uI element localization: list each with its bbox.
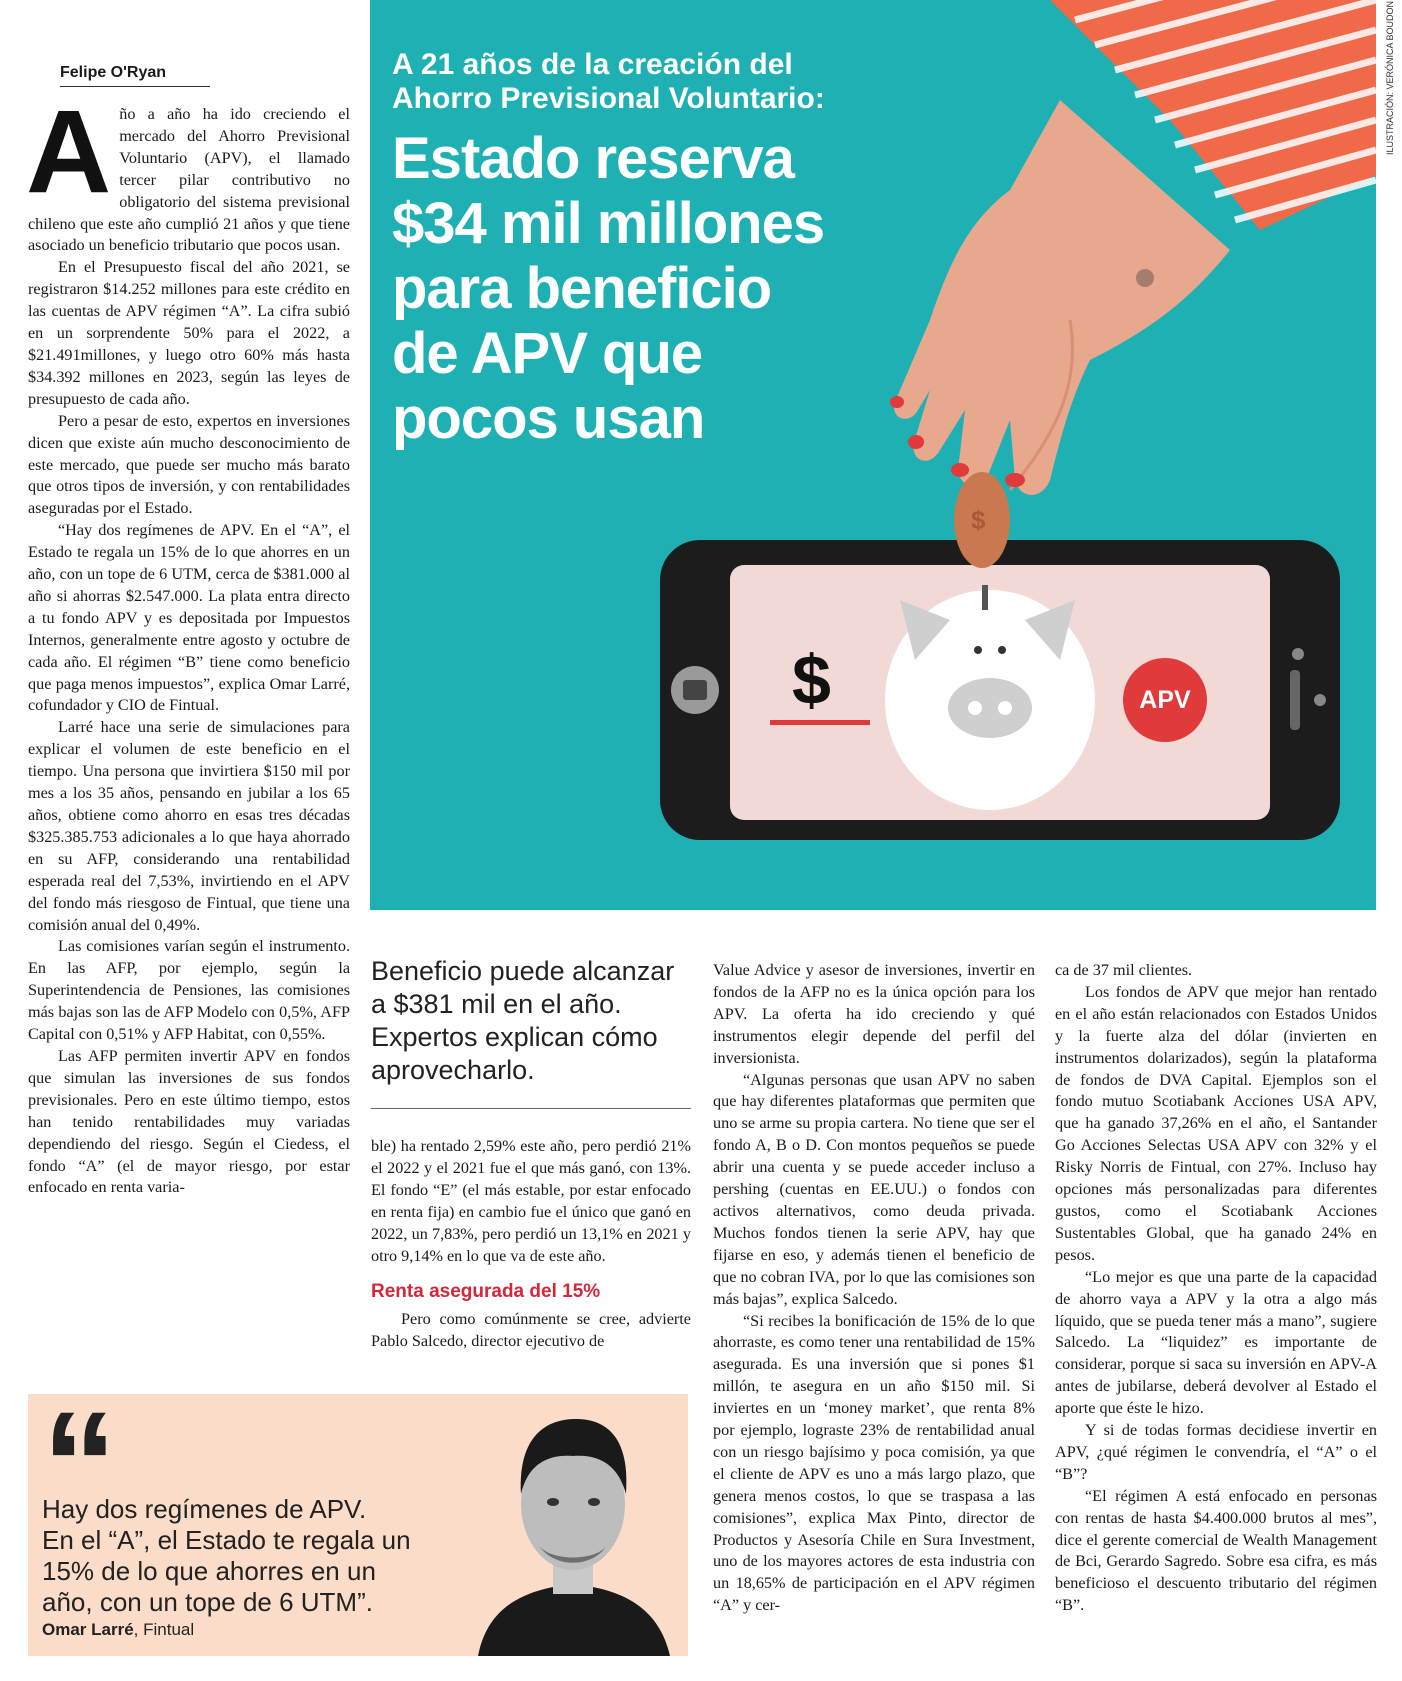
article-column-2 — [371, 1136, 691, 1353]
pull-quote — [28, 1394, 688, 1656]
hero-illustration — [370, 0, 1376, 910]
paragraph: Las comisiones varían según el instrumento. En las AFP, por ejemplo, según la Superintendencia de Pensiones, las comisiones más bajas son las de AFP Modelo con 0,5%, AFP Capital con 0,51% y AFP Habitat, con 0,55%. — [28, 937, 350, 1044]
quote-author-name: Omar Larré — [42, 1620, 134, 1639]
quote-author-org: , Fintual — [133, 1620, 195, 1639]
subhead-line: a $381 mil en el año. — [371, 989, 622, 1019]
headline — [392, 126, 912, 451]
article-column-4 — [1055, 960, 1377, 1617]
subhead-line: Expertos explican cómo — [371, 1022, 658, 1052]
paragraph: “Algunas personas que usan APV no saben que hay diferentes plataformas que permiten que uno se arme su propia cartera. No tiene que ser el fondo A, B o D. Con montos pequeños se puede abrir una cuenta y se puede acceder incluso a pershing (cuentas en EE.UU.) o fondos con activos alternativos, como deuda privada. Muchos fondos tienen la serie APV, hay que fijarse en eso, y además tienen el beneficio de que no cobran IVA, por lo que las comisiones son más bajas”, explica Salcedo. — [713, 1070, 1035, 1308]
quote-attribution — [42, 1620, 194, 1640]
quote-line: 15% de lo que ahorres en un — [42, 1556, 376, 1586]
coin-dollar-icon: $ — [971, 505, 986, 535]
subhead — [371, 955, 691, 1087]
subhead-line: Beneficio puede alcanzar — [371, 956, 675, 986]
byline: Felipe O'Ryan — [60, 64, 210, 87]
quote-line: Hay dos regímenes de APV. — [42, 1494, 367, 1524]
paragraph: “Lo mejor es que una parte de la capacidad de ahorro vaya a APV y la otra a algo más líquido, que se pueda tener más a mano”, sugiere Salcedo. La “liquidez” es importante de considerar, porque si saca su inversión en APV-A antes de jubilarse, deberá devolver al Estado el aporte que éste le hizo. — [1055, 1267, 1377, 1418]
paragraph: ño a año ha ido creciendo el mercado del Ahorro Previsional Voluntario (APV), el llamado tercer pilar contributivo no obligatorio del sistema previsional chileno que este año cumplió 21 años y que tiene asociado un beneficio tributario que pocos usan. — [28, 105, 350, 255]
paragraph: Pero a pesar de esto, expertos en inversiones dicen que existe aún mucho desconocimiento de este mercado, que puede ser mucho más barato que otros tipos de inversión, y con rentabilidades aseguradas por el Estado. — [28, 411, 350, 518]
paragraph: ble) ha rentado 2,59% este año, pero perdió 21% el 2022 y el 2021 fue el que más ganó, con 13%. El fondo “E” (el más estable, por estar enfocado en renta fija) en cambio fue el único que ganó en 2022, un 7,83%, pero perdió un 13,1% en 2021 y otro 9,14% en lo que va de este año. — [371, 1137, 691, 1265]
headline-line: pocos usan — [392, 386, 705, 451]
article-column-1 — [26, 86, 350, 1199]
paragraph: Las AFP permiten invertir APV en fondos que simulan las inversiones de sus fondos previsionales. Pero en este último tiempo, estos han tenido rentabilidades muy variadas dependiendo del riesgo. Según el Ciedess, el fondo “A” (el de mayor riesgo, por estar enfocado en renta varia- — [28, 1046, 350, 1197]
paragraph: “El régimen A está enfocado en personas con rentas de hasta $4.400.000 brutos al mes”, dice el gerente comercial de Wealth Management de Bci, Gerardo Sagredo. Sobre esa cifra, es más beneficioso el descuento tributario del régimen “B”. — [1055, 1486, 1377, 1615]
paragraph: ca de 37 mil clientes. — [1055, 961, 1193, 979]
article-column-3 — [713, 960, 1035, 1617]
kicker — [392, 48, 825, 116]
drop-cap: A — [26, 86, 112, 218]
paragraph: Y si de todas formas decidiese invertir en APV, ¿qué régimen le convendría, el “A” o el “B”? — [1055, 1421, 1377, 1483]
headline-line: de APV que — [392, 321, 703, 386]
quote-line: año, con un tope de 6 UTM”. — [42, 1587, 373, 1617]
quote-text — [42, 1494, 442, 1618]
kicker-line: Ahorro Previsional Voluntario: — [392, 82, 825, 115]
paragraph: Value Advice y asesor de inversiones, invertir en fondos de la AFP no es la única opción para los APV. La oferta ha ido creciendo y qué instrumentos elegir depende del perfil del inversionista. — [713, 961, 1035, 1067]
headline-line: $34 mil millones — [392, 191, 825, 256]
apv-badge: APV — [1139, 686, 1191, 714]
phone-illustration — [660, 472, 1340, 840]
headline-line: Estado reserva — [392, 126, 794, 191]
section-heading: Renta asegurada del 15% — [371, 1281, 601, 1303]
paragraph: “Si recibes la bonificación de 15% de lo que ahorraste, es como tener una rentabilidad de 15% asegurada. Es una inversión que si pones $1 millón, te asegura en un año $150 mil. Si inviertes en un ‘money market’, que renta 8% por ejemplo, lograste 23% de rentabilidad anual con un riesgo bajísimo y poca comisión, ya que el cliente de APV es uno a más largo plazo, que genera menos costos, lo que se traspasa a las comisiones”, explica Max Pinto, director de Productos y Asesoría Chile en Sura Investment, uno de los mayores actores de esta industria con un 18,65% de participación en el APV régimen “A” y cer- — [713, 1311, 1035, 1615]
credit-text: ILUSTRACIÓN: VERÓNICA BOUDON — [1385, 0, 1395, 155]
paragraph: Pero como comúnmente se cree, advierte Pablo Salcedo, director ejecutivo de — [371, 1310, 691, 1351]
subhead-line: aprovecharlo. — [371, 1055, 535, 1085]
paragraph: Los fondos de APV que mejor han rentado en el año están relacionados con Estados Unidos y la fuerte alza del dólar (invierten en instrumentos dolarizados), según la plataforma de fondos de DVA Capital. Ejemplos son el fondo mutuo Scotiabank Acciones USA APV, que ha ganado 37,26% en el año, el Santander Go Acciones Selectas USA APV con 32% y el Risky Norris de Fintual, con 27%. Incluso hay opciones más personalizadas para diferentes gustos, como el Scotiabank Acciones Sustentables Global, que ha ganado 24% en pesos. — [1055, 982, 1377, 1264]
quote-mark-icon: “ — [42, 1394, 117, 1548]
quote-line: En el “A”, el Estado te regala un — [42, 1525, 411, 1555]
hand-illustration — [890, 100, 1230, 495]
illustration-credit — [1380, 0, 1394, 170]
kicker-line: A 21 años de la creación del — [392, 48, 793, 81]
paragraph: En el Presupuesto fiscal del año 2021, se registraron $14.252 millones para este crédito en las cuentas de APV régimen “A”. La cifra subió en un sorprendente 50% para el 2022, a $21.491millones, y luego otro 60% más hasta $34.392 millones en 2023, según las leyes de presupuesto de cada año. — [28, 258, 350, 408]
divider — [371, 1108, 691, 1109]
author-portrait — [458, 1394, 688, 1656]
paragraph: Larré hace una serie de simulaciones para explicar el volumen de este beneficio en el tiempo. Una persona que invirtiera $150 mil por mes a los 35 años, pensando en jubilar a los 65 años, obtiene como ahorro en esas tres décadas $325.385.753 adicionales a lo que haya ahorrado en su AFP, considerando una rentabilidad esperada real del 7,53%, invirtiendo en el APV del fondo más riesgoso de Fintual, que tiene una comisión anual del 0,49%. — [28, 718, 350, 934]
headline-line: para beneficio — [392, 256, 772, 321]
paragraph: “Hay dos regímenes de APV. En el “A”, el Estado te regala un 15% de lo que ahorres en un año, con un tope de 6 UTM, cerca de $381.000 al año si ahorras $2.547.000. La plata entra directo a tu fondo APV y es depositada por Impuestos Internos, generalmente entre agosto y octubre de cada año. El régimen “B” tiene como beneficio que paga menos impuestos”, explica Omar Larré, cofundador y CIO de Fintual. — [28, 521, 350, 715]
dollar-sign-icon: $ — [792, 641, 831, 719]
